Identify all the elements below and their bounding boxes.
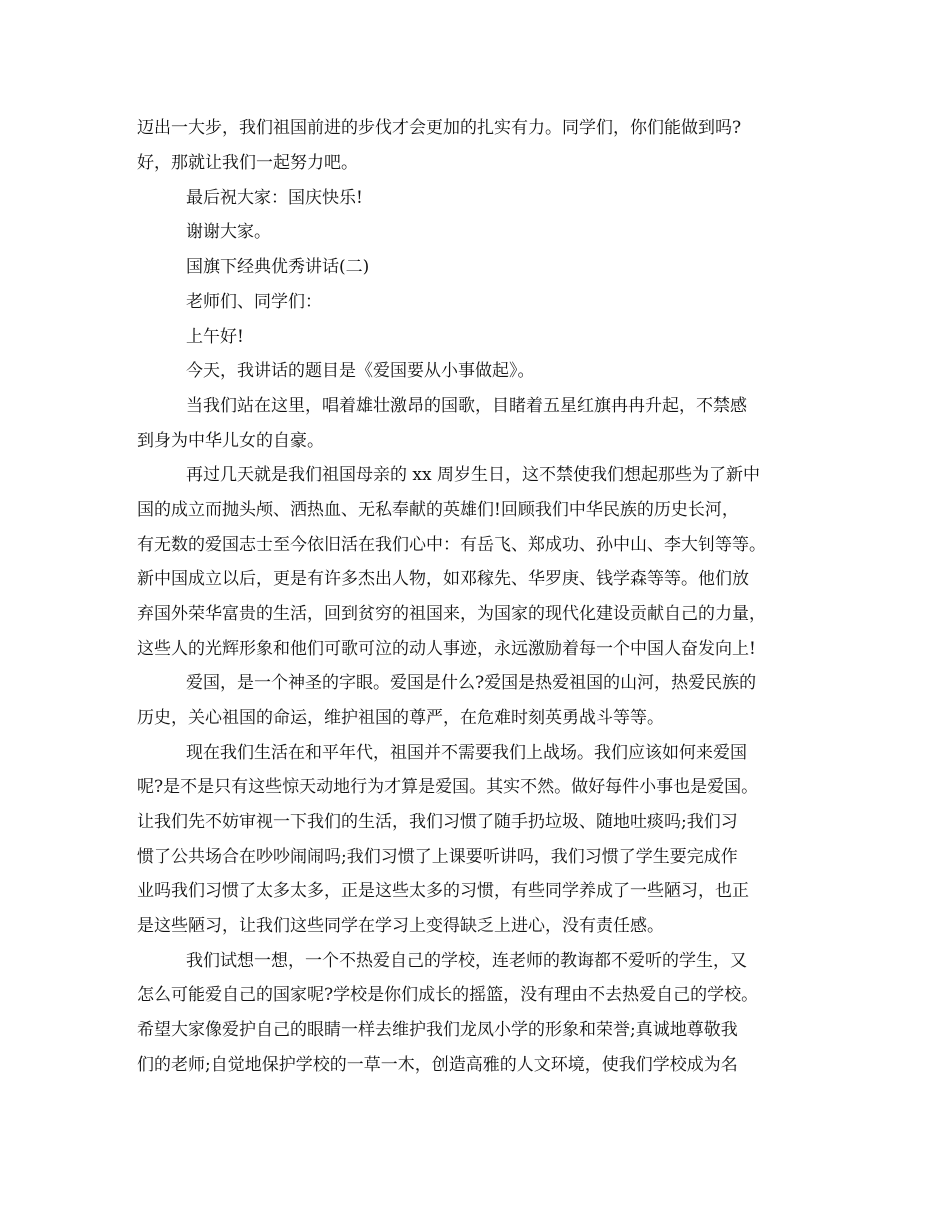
text-line: 爱国，是一个神圣的字眼。爱国是什么?爱国是热爱祖国的山河，热爱民族的	[186, 673, 757, 693]
salutation: 老师们、同学们：	[186, 292, 322, 312]
text-line: 弃国外荣华富贵的生活，回到贫穷的祖国来，为国家的现代化建设贡献自己的力量，	[137, 604, 766, 624]
text-line: 历史，关心祖国的命运，维护祖国的尊严，在危难时刻英勇战斗等等。	[137, 708, 664, 728]
section-heading: 国旗下经典优秀讲话(二)	[186, 257, 370, 277]
text-line: 业吗我们习惯了太多太多，正是这些太多的习惯，有些同学养成了一些陋习，也正	[137, 881, 749, 901]
text-line: 到身为中华儿女的自豪。	[137, 431, 324, 451]
text-line: 惯了公共场合在吵吵闹闹吗;我们习惯了上课要听讲吗，我们习惯了学生要完成作	[137, 847, 738, 867]
text-line: 呢?是不是只有这些惊天动地行为才算是爱国。其实不然。做好每件小事也是爱国。	[137, 777, 759, 797]
text-line: 国的成立而抛头颅、洒热血、无私奉献的英雄们!回顾我们中华民族的历史长河，	[137, 500, 739, 520]
text-line: 有无数的爱国志士至今依旧活在我们心中：有岳飞、郑成功、孙中山、李大钊等等。	[137, 535, 766, 555]
text-line: 再过几天就是我们祖国母亲的 xx 周岁生日，这不禁使我们想起那些为了新中	[186, 465, 760, 485]
greeting: 上午好!	[186, 327, 244, 347]
text-line: 是这些陋习，让我们这些同学在学习上变得缺乏上进心，没有责任感。	[137, 916, 664, 936]
text-line: 我们试想一想，一个不热爱自己的学校，连老师的教诲都不爱听的学生，又	[186, 951, 747, 971]
text-line: 希望大家像爱护自己的眼睛一样去维护我们龙凤小学的形象和荣誉;真诚地尊敬我	[137, 1020, 738, 1040]
text-line: 现在我们生活在和平年代，祖国并不需要我们上战场。我们应该如何来爱国	[186, 743, 747, 763]
text-line: 迈出一大步，我们祖国前进的步伐才会更加的扎实有力。同学们，你们能做到吗?	[137, 118, 742, 138]
text-line: 最后祝大家：国庆快乐!	[186, 188, 363, 208]
text-line: 好，那就让我们一起努力吧。	[137, 153, 358, 173]
text-line: 们的老师;自觉地保护学校的一草一木，创造高雅的人文环境，使我们学校成为名	[137, 1055, 738, 1075]
text-line: 怎么可能爱自己的国家呢?学校是你们成长的摇篮，没有理由不去热爱自己的学校。	[137, 985, 759, 1005]
text-line: 谢谢大家。	[186, 222, 271, 242]
text-line: 这些人的光辉形象和他们可歌可泣的动人事迹，永远激励着每一个中国人奋发向上!	[137, 639, 756, 659]
text-line: 当我们站在这里，唱着雄壮激昂的国歌，目睹着五星红旗冉冉升起，不禁感	[186, 396, 747, 416]
text-line: 新中国成立以后，更是有许多杰出人物，如邓稼先、华罗庚、钱学森等等。他们放	[137, 569, 749, 589]
text-line: 让我们先不妨审视一下我们的生活，我们习惯了随手扔垃圾、随地吐痰吗;我们习	[137, 812, 738, 832]
speech-topic: 今天，我讲话的题目是《爱国要从小事做起》。	[186, 361, 535, 381]
